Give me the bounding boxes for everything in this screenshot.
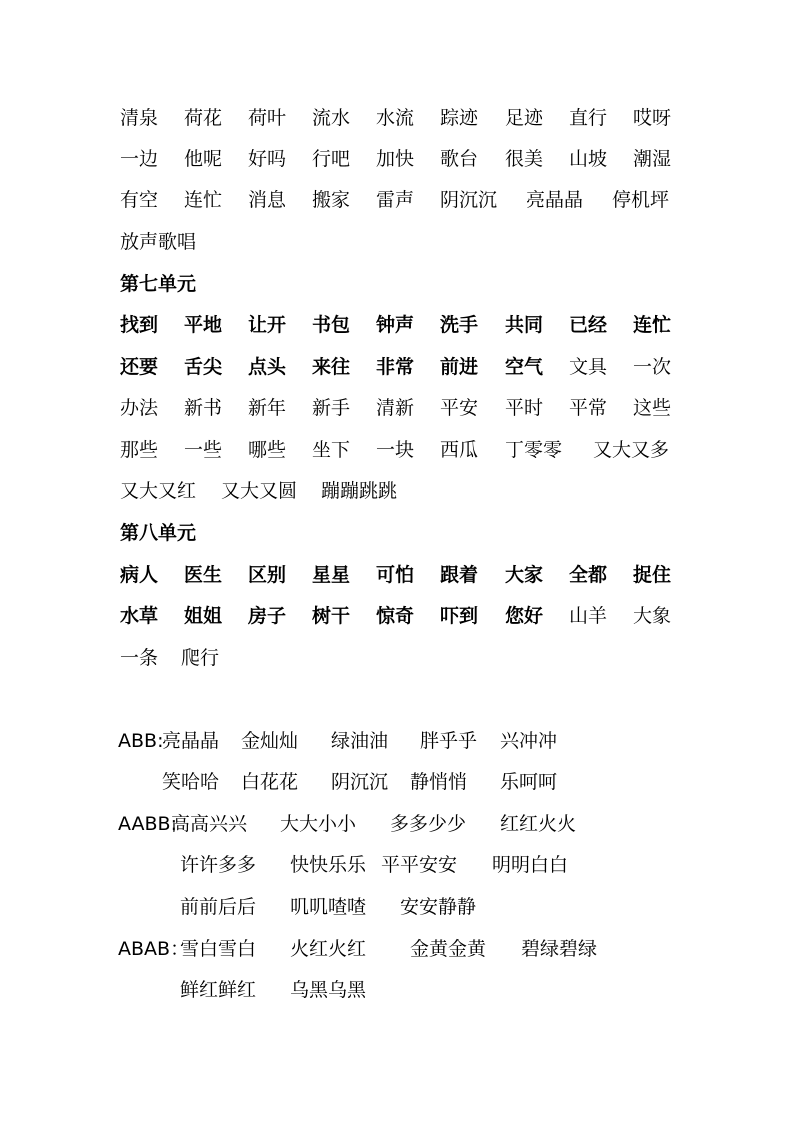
word: 流水 — [312, 107, 351, 129]
word: 平常 — [569, 397, 608, 419]
word: 白花花 — [241, 771, 299, 793]
word: 一条 — [120, 647, 159, 669]
word: 踪迹 — [440, 107, 479, 129]
unit7-row — [0, 476, 794, 506]
unit7-row — [0, 393, 794, 423]
unit7-row — [0, 352, 794, 382]
word: 全都 — [569, 564, 608, 586]
word: 金灿灿 — [241, 730, 299, 752]
word: 让开 — [248, 314, 287, 336]
word: 雪白雪白 — [180, 938, 257, 960]
word: 大大小小 — [280, 813, 357, 835]
word: 星星 — [312, 564, 351, 586]
abab-row — [0, 934, 794, 964]
word: 鲜红鲜红 — [180, 979, 257, 1001]
word: 蹦蹦跳跳 — [321, 480, 398, 502]
word: 又大又多 — [593, 439, 670, 461]
aabb-row — [0, 809, 794, 839]
word: 一次 — [633, 356, 672, 378]
word: 乐呵呵 — [500, 771, 558, 793]
word: 这些 — [633, 397, 672, 419]
unit8-row — [0, 560, 794, 590]
word: 明明白白 — [492, 854, 569, 876]
word: 停机坪 — [612, 189, 670, 211]
word: 放声歌唱 — [120, 231, 197, 253]
word: 医生 — [184, 564, 223, 586]
word: 山坡 — [569, 148, 608, 170]
word: 平时 — [505, 397, 544, 419]
word: 很美 — [505, 148, 544, 170]
word: 安安静静 — [400, 896, 477, 918]
word: 文具 — [569, 356, 608, 378]
word: 爬行 — [181, 647, 220, 669]
word: 来往 — [312, 356, 351, 378]
word: 房子 — [248, 605, 287, 627]
word: 兴冲冲 — [500, 730, 558, 752]
word: 许许多多 — [180, 854, 257, 876]
word: 高高兴兴 — [171, 813, 248, 835]
word: 胖乎乎 — [420, 730, 478, 752]
abb-label: ABB: — [118, 730, 164, 752]
word: 非常 — [376, 356, 415, 378]
word: 大家 — [505, 564, 544, 586]
word: 区别 — [248, 564, 287, 586]
word: 跟着 — [440, 564, 479, 586]
word: 潮湿 — [633, 148, 672, 170]
word: 前进 — [440, 356, 479, 378]
word: 连忙 — [633, 314, 672, 336]
unit8-row — [0, 643, 794, 673]
word: 阴沉沉 — [440, 189, 498, 211]
word: 找到 — [120, 314, 159, 336]
word: 行吧 — [312, 148, 351, 170]
abb-row — [0, 767, 794, 797]
word: 阴沉沉 — [331, 771, 389, 793]
word: 乌黑乌黑 — [290, 979, 367, 1001]
word: 足迹 — [505, 107, 544, 129]
word: 那些 — [120, 439, 159, 461]
word: 静悄悄 — [410, 771, 468, 793]
unit7-row — [0, 435, 794, 465]
word: 姐姐 — [184, 605, 223, 627]
word: 平地 — [184, 314, 223, 336]
word: 水草 — [120, 605, 159, 627]
word: 金黄金黄 — [410, 938, 487, 960]
word: 平安 — [440, 397, 479, 419]
word: 快快乐乐 — [290, 854, 367, 876]
word: 哪些 — [248, 439, 287, 461]
unit7-row — [0, 310, 794, 340]
word: 荷花 — [184, 107, 223, 129]
word: 捉住 — [633, 564, 672, 586]
word: 清新 — [376, 397, 415, 419]
word: 舌尖 — [184, 356, 223, 378]
word: 连忙 — [184, 189, 223, 211]
word: 洗手 — [440, 314, 479, 336]
word: 碧绿碧绿 — [521, 938, 598, 960]
word: 病人 — [120, 564, 159, 586]
unit8-heading — [0, 518, 794, 548]
word: 吓到 — [440, 605, 479, 627]
word: 水流 — [376, 107, 415, 129]
word: 直行 — [569, 107, 608, 129]
word: 还要 — [120, 356, 159, 378]
word: 雷声 — [376, 189, 415, 211]
word: 哎呀 — [633, 107, 672, 129]
word: 树干 — [312, 605, 351, 627]
word: 办法 — [120, 397, 159, 419]
unit7-title: 第七单元 — [120, 273, 197, 295]
word: 有空 — [120, 189, 159, 211]
word: 多多少少 — [390, 813, 467, 835]
word: 消息 — [248, 189, 287, 211]
word: 清泉 — [120, 107, 159, 129]
word: 火红火红 — [290, 938, 367, 960]
word: 一些 — [184, 439, 223, 461]
unit8-title: 第八单元 — [120, 522, 197, 544]
word: 亮晶晶 — [162, 730, 220, 752]
word-row — [0, 227, 794, 257]
aabb-row — [0, 850, 794, 880]
word-row — [0, 103, 794, 133]
word: 歌台 — [440, 148, 479, 170]
word: 一边 — [120, 148, 159, 170]
word: 一块 — [376, 439, 415, 461]
abab-label: ABAB： — [118, 938, 190, 960]
word: 共同 — [505, 314, 544, 336]
word: 平平安安 — [381, 854, 458, 876]
word-row — [0, 185, 794, 215]
word: 山羊 — [569, 605, 608, 627]
word: 大象 — [633, 605, 672, 627]
word: 又大又红 — [120, 480, 197, 502]
word: 钟声 — [376, 314, 415, 336]
word: 新年 — [248, 397, 287, 419]
word: 点头 — [248, 356, 287, 378]
word: 惊奇 — [376, 605, 415, 627]
unit7-heading — [0, 269, 794, 299]
word: 亮晶晶 — [526, 189, 584, 211]
unit8-row — [0, 601, 794, 631]
word: 又大又圆 — [221, 480, 298, 502]
word: 绿油油 — [331, 730, 389, 752]
aabb-row — [0, 892, 794, 922]
word: 搬家 — [312, 189, 351, 211]
word-row — [0, 144, 794, 174]
abab-row — [0, 975, 794, 1005]
word: 西瓜 — [440, 439, 479, 461]
word: 红红火火 — [500, 813, 577, 835]
word: 他呢 — [184, 148, 223, 170]
word: 叽叽喳喳 — [290, 896, 367, 918]
word: 荷叶 — [248, 107, 287, 129]
word: 新书 — [184, 397, 223, 419]
word: 您好 — [505, 605, 544, 627]
aabb-label: AABB: — [118, 813, 177, 835]
word: 书包 — [312, 314, 351, 336]
word: 丁零零 — [505, 439, 563, 461]
word: 新手 — [312, 397, 351, 419]
word: 笑哈哈 — [162, 771, 220, 793]
word: 已经 — [569, 314, 608, 336]
word: 好吗 — [248, 148, 287, 170]
word: 空气 — [505, 356, 544, 378]
word: 前前后后 — [180, 896, 257, 918]
abb-row — [0, 726, 794, 756]
word: 可怕 — [376, 564, 415, 586]
word: 坐下 — [312, 439, 351, 461]
word: 加快 — [376, 148, 415, 170]
